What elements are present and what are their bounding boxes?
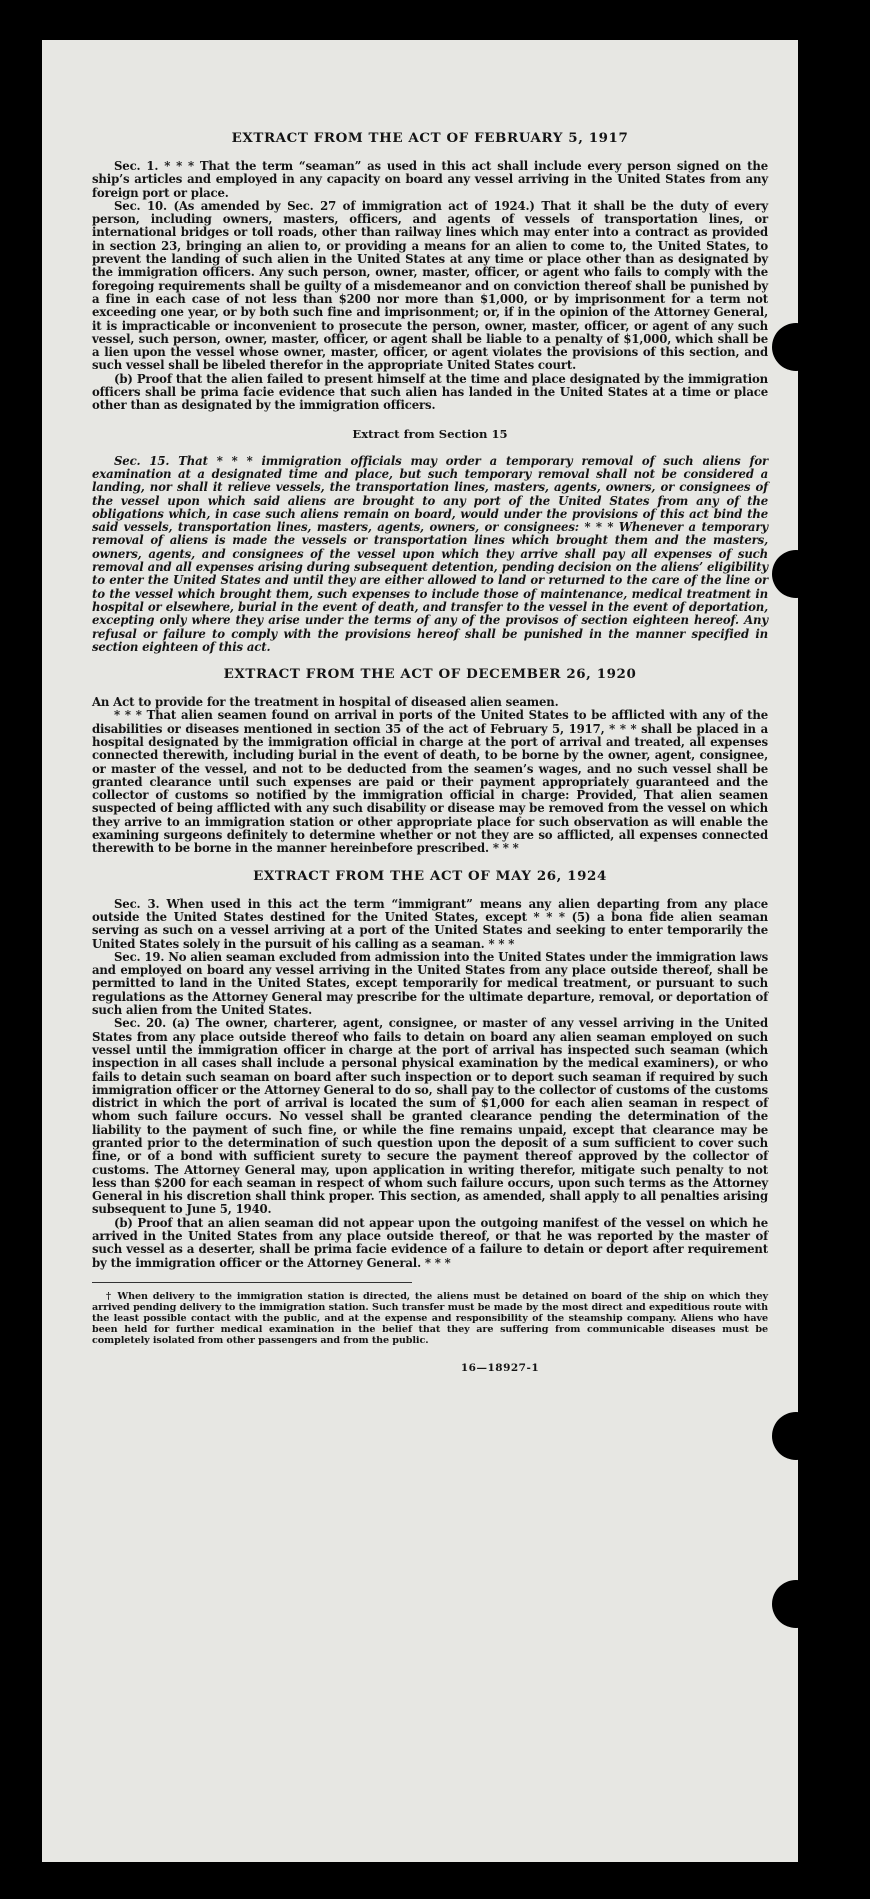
sec-1-paragraph: Sec. 1. * * * That the term “seaman” as used in this act shall include every person signed on the ship’s articles and employed in any capacity on board any vessel arriving in the United States from any foreign port or place. bbox=[92, 159, 768, 200]
footnote: † When delivery to the immigration station is directed, the aliens must be detained on board of the ship on which they arrived pending delivery to the immigration station. Such transfer must be made by the most direct and expeditious route with the least possible contact with the public, and at the expense and responsibility of the steamship company. Aliens who have been held for further medical examination in the belief that they are suffering from communicable diseases must be completely isolated from other passengers and from the public. bbox=[92, 1290, 768, 1346]
act-1920-title: EXTRACT FROM THE ACT OF DECEMBER 26, 1920 bbox=[223, 666, 637, 683]
punch-hole bbox=[772, 550, 820, 598]
act-1920-paragraph: * * * That alien seamen found on arrival in ports of the United States to be afflicted with any of the disabilities or diseases mentioned in section 35 of the act of February 5, 1917, * * * shall be placed in a hospital designated by the immigration official in charge at the port of arrival and treated, all expenses connected therewith, including burial in the event of death, to be borne by the owner, agent, consignee, or master of the vessel, and not to be deducted from the seamen’s wages, and no such vessel shall be granted clearance until such expenses are paid or their payment appropriately guaranteed and the collector of customs so notified by the immigration official in charge: Provided, That alien seamen suspected of being afflicted with any such disability or disease may be removed from the vessel on which they arrive to an immigration station or other appropriate place for such observation as will enable the examining surgeons definitely to determine whether or not they are so afflicted, all expenses connected therewith to be borne in the manner hereinbefore prescribed. * * * bbox=[92, 708, 768, 856]
sec-3-paragraph: Sec. 3. When used in this act the term “immigrant” means any alien departing from any place outside the United States destined for the United States, except * * * (5) a bona fide alien seaman serving as such on a vessel arriving at a port of the United States and seeking to enter temporarily the United States solely in the pursuit of his calling as a seaman. * * * bbox=[92, 896, 768, 951]
section-15-title: Extract from Section 15 bbox=[352, 426, 508, 441]
sec-15-paragraph: Sec. 15. That * * * immigration officials may order a temporary removal of such aliens for examination at a designated time and place, but such temporary removal shall not be considered a landing, nor shall it relieve vessels, the transportation lines, masters, agents, owners, or consignees of the vessel upon which said aliens are brought to any port of the United States from any of the obligations which, in case such aliens remain on board, would under the provisions of this act bind the said vessels, transportation lines, masters, agents, owners, or consignees: * * * Whenever a temporary removal of aliens is made the vessels or transportation lines which brought them and the masters, owners, agents, and consignees of the vessel upon which they arrive shall pay all expenses of such removal and all expenses arising during subsequent detention, pending decision on the aliens’ eligibility to enter the United States and until they are either allowed to land or returned to the care of the line or to the vessel which brought them, such expenses to include those of maintenance, medical treatment in hospital or elsewhere, burial in the event of death, and transfer to the vessel in the event of deportation, excepting only where they arise under the terms of any of the provisos of section eighteen hereof. Any refusal or failure to comply with the provisions hereof shall be punished in the manner specified in section eighteen of this act. bbox=[92, 453, 768, 654]
footnote-divider bbox=[92, 1282, 412, 1283]
print-code: 16—18927-1 bbox=[460, 1361, 540, 1374]
section-15-extract bbox=[92, 427, 768, 654]
act-1920-section bbox=[92, 666, 768, 856]
punch-hole bbox=[772, 1412, 820, 1460]
document-page bbox=[42, 40, 798, 1862]
sec-10b-paragraph: (b) Proof that the alien failed to present himself at the time and place designated by the immigration officers shall be prima facie evidence that such alien has landed in the United States at a time or place other than as designated by the immigration officers. bbox=[92, 371, 768, 413]
sec-10-paragraph: Sec. 10. (As amended by Sec. 27 of immigration act of 1924.) That it shall be the duty of every person, including owners, masters, officers, and agents of vessels of transportation lines, or international bridges or toll roads, other than railway lines which may enter into a contract as provided in section 23, bringing an alien to, or providing a means for an alien to come to, the United States, to prevent the landing of such alien in the United States at any time or place other than as designated by the immigration officers. Any such person, owner, master, officer, or agent who fails to comply with the foregoing requirements shall be guilty of a misdemeanor and on conviction thereof shall be punished by a fine in each case of not less than $200 nor more than $1,000, or by imprisonment for a term not exceeding one year, or by both such fine and imprisonment; or, if in the opinion of the Attorney General, it is impracticable or inconvenient to prosecute the person, owner, master, officer, or agent of any such vessel, such person, owner, master, officer, or agent shall be liable to a penalty of $1,000, which shall be a lien upon the vessel whose owner, master, officer, or agent violates the provisions of this section, and such vessel shall be libeled therefor in the appropriate United States court. bbox=[92, 198, 768, 373]
punch-hole bbox=[772, 1580, 820, 1628]
sec-20b-paragraph: (b) Proof that an alien seaman did not appear upon the outgoing manifest of the vessel on which he arrived in the United States from any place outside thereof, or that he was reported by the master of such vessel as a deserter, shall be prima facie evidence of a failure to detain or deport after requirement by the immigration officer or the Attorney General. * * * bbox=[92, 1215, 768, 1270]
act-1924-title: EXTRACT FROM THE ACT OF MAY 26, 1924 bbox=[253, 867, 607, 884]
punch-hole bbox=[772, 323, 820, 371]
act-1917-title: EXTRACT FROM THE ACT OF FEBRUARY 5, 1917 bbox=[231, 130, 629, 146]
act-1920-intro: An Act to provide for the treatment in hospital of diseased alien seamen. bbox=[92, 695, 559, 710]
sec-20a-paragraph: Sec. 20. (a) The owner, charterer, agent, consignee, or master of any vessel arriving in the United States from any place outside thereof who fails to detain on board any alien seaman employed on such vessel until the immigration officer in charge at the port of arrival has inspected such seaman (which inspection in all cases shall include a personal physical examination by the medical examiners), or who fails to detain such seaman on board after such inspection or to deport such seaman if required by such immigration officer or the Attorney General to do so, shall pay to the collector of customs of the customs district in which the port of arrival is located the sum of $1,000 for each alien seaman in respect of whom such failure occurs. No vessel shall be granted clearance pending the determination of the liability to the payment of such fine, or while the fine remains unpaid, except that clearance may be granted prior to the determination of such question upon the deposit of a sum sufficient to cover such fine, or of a bond with sufficient surety to secure the payment thereof approved by the collector of customs. The Attorney General may, upon application in writing therefor, mitigate such penalty to not less than $200 for each seaman in respect of whom such failure occurs, upon such terms as the Attorney General in his discretion shall think proper. This section, as amended, shall apply to all penalties arising subsequent to June 5, 1940. bbox=[92, 1016, 768, 1217]
act-1917-section bbox=[92, 130, 768, 413]
sec-19-paragraph: Sec. 19. No alien seaman excluded from admission into the United States under the immigration laws and employed on board any vessel arriving in the United States from any place outside thereof, shall be permitted to land in the United States, except temporarily for medical treatment, or pursuant to such regulations as the Attorney General may prescribe for the ultimate departure, removal, or deportation of such alien from the United States. bbox=[92, 949, 768, 1018]
act-1924-section bbox=[92, 868, 768, 1270]
